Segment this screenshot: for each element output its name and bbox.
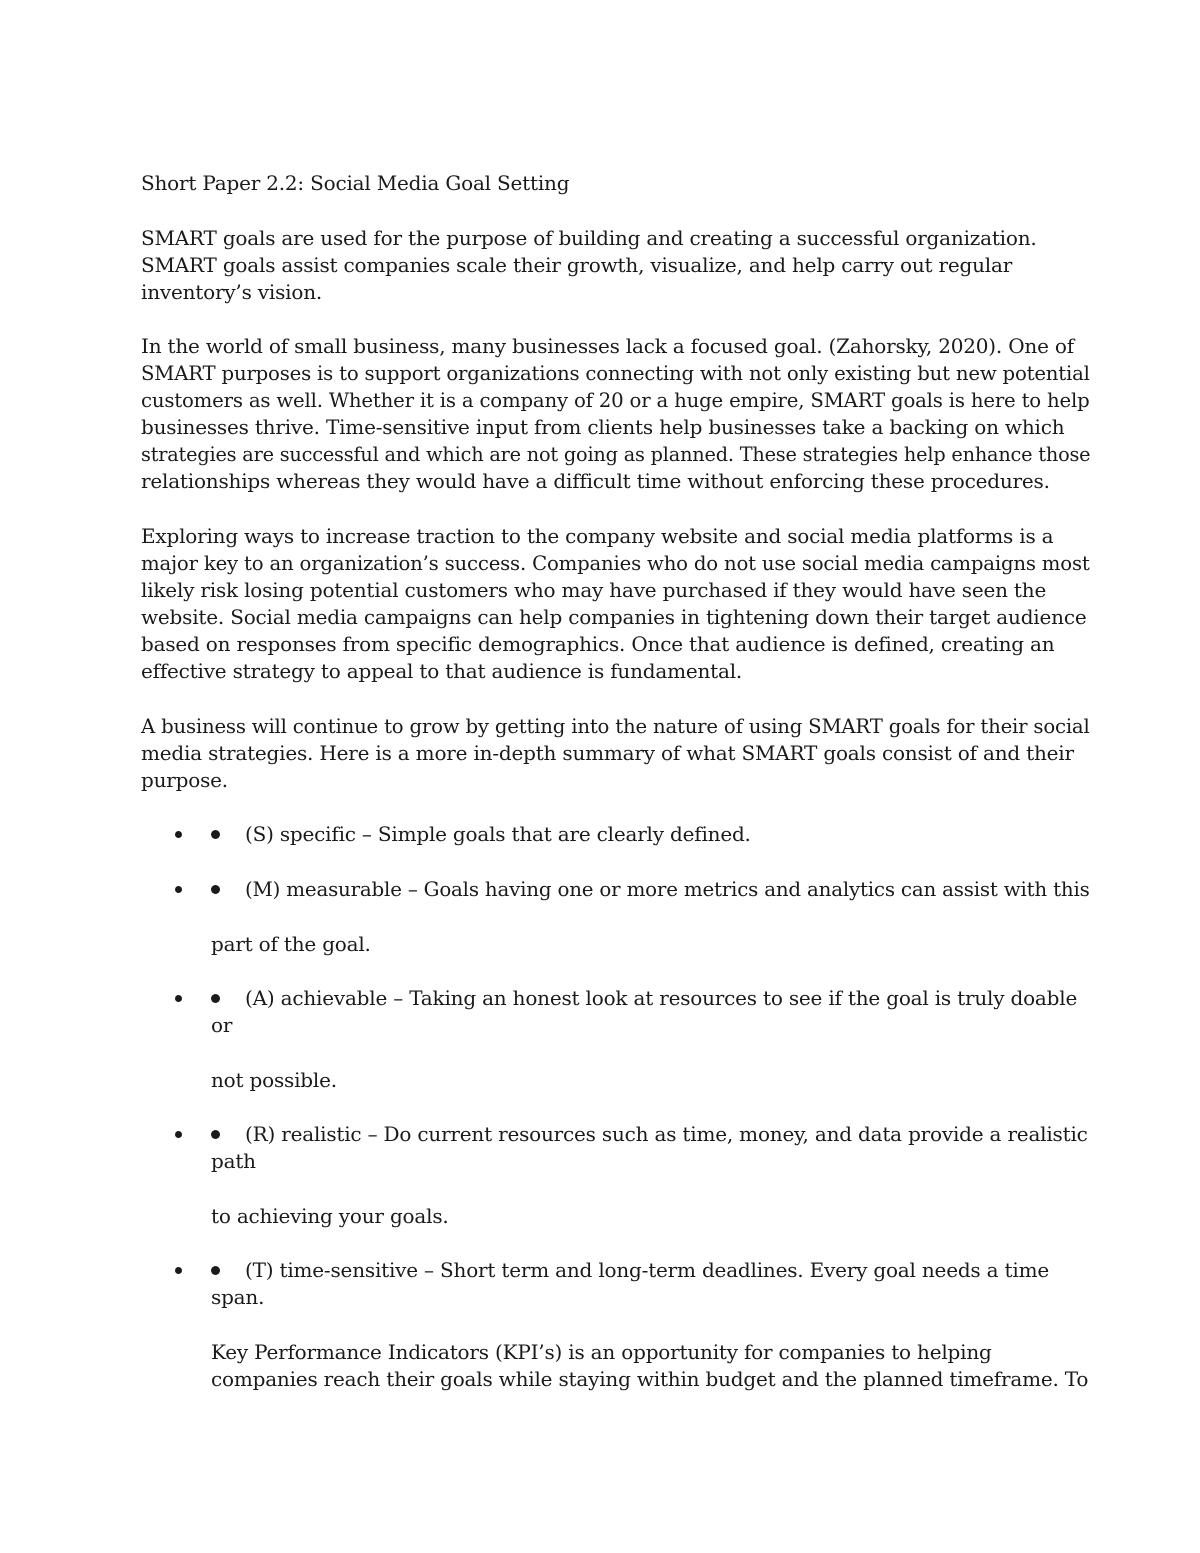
kpi-paragraph-line-2: companies reach their goals while staying within budget and the planned timeframe. To <box>211 1367 1089 1391</box>
bullet-inner-marker <box>211 1130 220 1139</box>
bullet-outer-marker <box>175 1131 182 1138</box>
paragraph-4-line-2: media strategies. Here is a more in-depth summary of what SMART goals consist of and their <box>141 741 1074 765</box>
bullet-2-continuation: part of the goal. <box>211 932 371 956</box>
bullet-outer-marker <box>175 995 182 1002</box>
document-title: Short Paper 2.2: Social Media Goal Setting <box>141 171 570 195</box>
paragraph-3-line-1: Exploring ways to increase traction to the company website and social media platforms is a <box>141 524 1054 548</box>
bullet-inner-marker <box>211 994 220 1003</box>
paragraph-3-line-3: likely risk losing potential customers who may have purchased if they would have seen the <box>141 578 1047 602</box>
bullet-4-text: (R) realistic – Do current resources such as time, money, and data provide a realistic <box>245 1122 1088 1146</box>
paragraph-4-line-1: A business will continue to grow by getting into the nature of using SMART goals for their social <box>141 714 1090 738</box>
bullet-2-text: (M) measurable – Goals having one or more metrics and analytics can assist with this <box>245 877 1090 901</box>
paragraph-1-line-1: SMART goals are used for the purpose of building and creating a successful organization. <box>141 226 1037 250</box>
paragraph-3-line-5: based on responses from specific demographics. Once that audience is defined, creating an <box>141 632 1055 656</box>
bullet-3-continuation: not possible. <box>211 1068 337 1092</box>
paragraph-2-line-2: SMART purposes is to support organizations connecting with not only existing but new potential <box>141 361 1090 385</box>
paragraph-2-line-4: businesses thrive. Time-sensitive input from clients help businesses take a backing on which <box>141 415 1065 439</box>
paragraph-2-line-6: relationships whereas they would have a difficult time without enforcing these procedures. <box>141 469 1050 493</box>
paragraph-3-line-2: major key to an organization’s success. Companies who do not use social media campaigns most <box>141 551 1090 575</box>
paragraph-1-line-2: SMART goals assist companies scale their growth, visualize, and help carry out regular <box>141 253 1013 277</box>
paragraph-2-line-5: strategies are successful and which are not going as planned. These strategies help enhance those <box>141 442 1091 466</box>
bullet-outer-marker <box>175 886 182 893</box>
kpi-paragraph-line-1: Key Performance Indicators (KPI’s) is an opportunity for companies to helping <box>211 1340 992 1364</box>
bullet-4-continuation: to achieving your goals. <box>211 1204 449 1228</box>
bullet-3-wrap: or <box>211 1013 233 1037</box>
bullet-3-text: (A) achievable – Taking an honest look at resources to see if the goal is truly doable <box>245 986 1078 1010</box>
bullet-4-wrap: path <box>211 1149 256 1173</box>
bullet-5-text: (T) time-sensitive – Short term and long-term deadlines. Every goal needs a time <box>245 1258 1049 1282</box>
paragraph-1-line-3: inventory’s vision. <box>141 280 323 304</box>
paragraph-4-line-3: purpose. <box>141 768 228 792</box>
paragraph-3-line-4: website. Social media campaigns can help companies in tightening down their target audience <box>141 605 1087 629</box>
bullet-5-wrap: span. <box>211 1285 265 1309</box>
paragraph-3-line-6: effective strategy to appeal to that audience is fundamental. <box>141 659 743 683</box>
bullet-outer-marker <box>175 831 182 838</box>
bullet-inner-marker <box>211 830 220 839</box>
bullet-1-text: (S) specific – Simple goals that are clearly defined. <box>245 822 751 846</box>
bullet-outer-marker <box>175 1267 182 1274</box>
bullet-inner-marker <box>211 1266 220 1275</box>
bullet-inner-marker <box>211 885 220 894</box>
paragraph-2-line-1: In the world of small business, many businesses lack a focused goal. (Zahorsky, 2020). One of <box>141 334 1074 358</box>
paragraph-2-line-3: customers as well. Whether it is a company of 20 or a huge empire, SMART goals is here to help <box>141 388 1090 412</box>
